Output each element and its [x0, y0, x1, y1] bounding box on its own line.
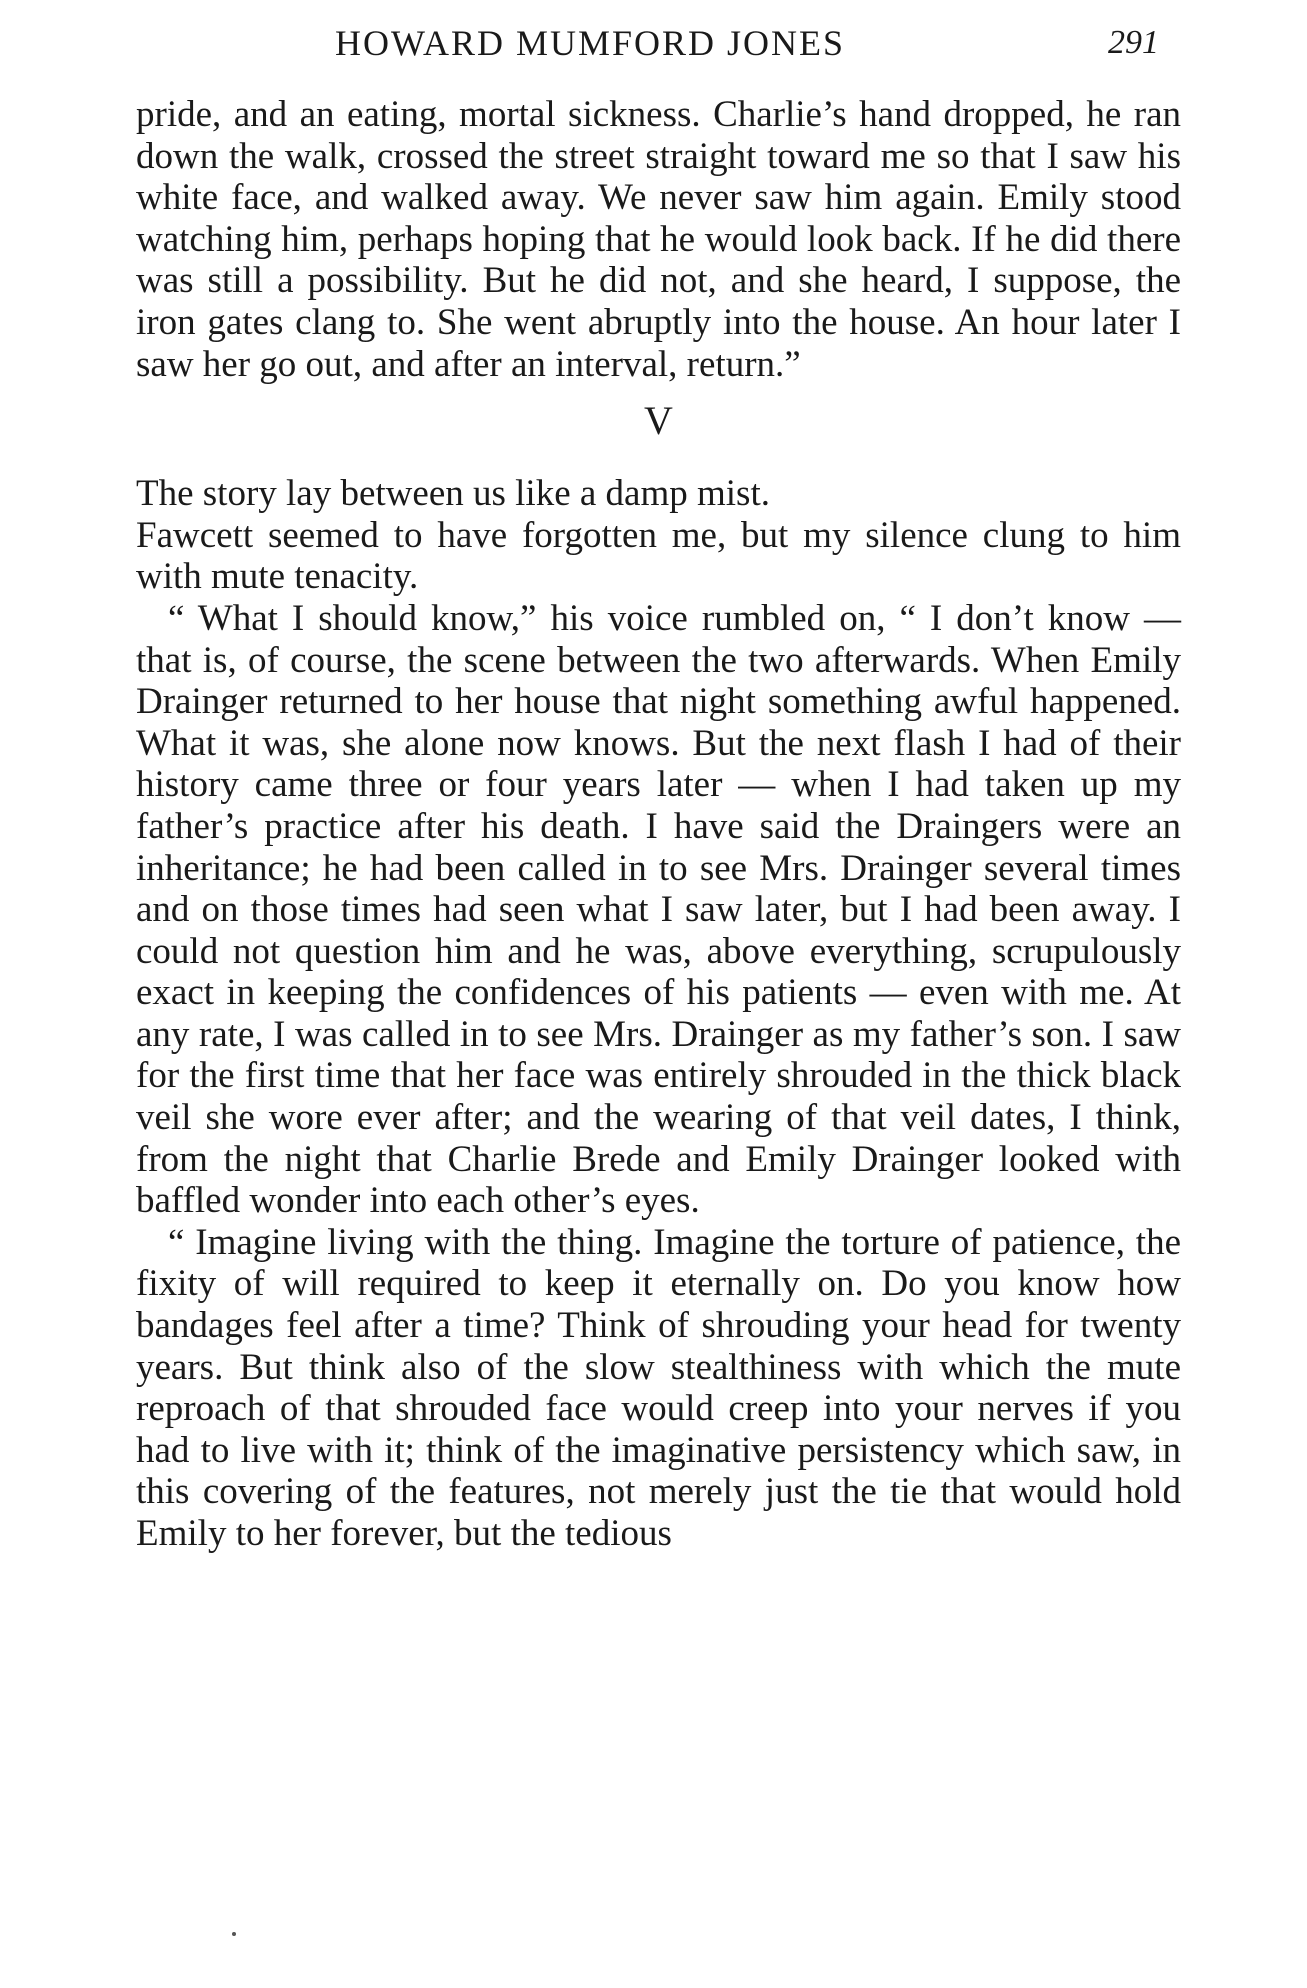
paragraph: “ What I should know,” his voice rumbled on, “ I don’t know — that is, of course, the scene between the two afterwards. When Emily Drainger returned to her house that night something awful happened. What it was, she alone now knows. But the next flash I had of their history came three or four years later — when I had taken up my father’s practice after his death. I have said the Draingers were an inheritance; he had been called in to see Mrs. Drainger several times and on those times had seen what I saw later, but I had been away. I could not question him and he was, above everything, scrupulously exact in keeping the confidences of his patients — even with me. At any rate, I was called in to see Mrs. Drainger as my father’s son. I saw for the first time that her face was entirely shrouded in the thick black veil she wore ever after; and the wearing of that veil dates, I think, from the night that Charlie Brede and Emily Drainger looked with baffled wonder into each other’s eyes. — [136, 597, 1181, 1222]
page-number: 291 — [1108, 24, 1159, 61]
paragraph: The story lay between us like a damp mist. — [136, 473, 770, 515]
running-title: HOWARD MUMFORD JONES — [335, 23, 846, 63]
paragraph: “ Imagine living with the thing. Imagine the torture of patience, the fixity of will required to keep it eternally on. Do you know how bandages feel after a time? Think of shrouding your head for twenty years. But think also of the slow stealthiness with which the mute reproach of that shrouded face would creep into your nerves if you had to live with it; think of the imaginative persistency which saw, in this covering of the features, not merely just the tie that would hold Emily to her forever, but the tedious — [136, 1221, 1181, 1554]
section-heading: V — [644, 398, 673, 444]
running-head — [0, 22, 1307, 72]
paragraph: Fawcett seemed to have forgotten me, but my silence clung to him with mute tenacity. — [136, 514, 1181, 598]
stray-ink-mark — [232, 1932, 236, 1936]
paragraph: pride, and an eating, mortal sickness. Charlie’s hand dropped, he ran down the walk, crossed the street straight toward me so that I saw his white face, and walked away. We never saw him again. Emily stood watching him, perhaps hoping that he would look back. If he did there was still a possibility. But he did not, and she heard, I suppose, the iron gates clang to. She went abruptly into the house. An hour later I saw her go out, and after an interval, return.” — [136, 94, 1181, 385]
body-text — [136, 94, 1181, 1555]
